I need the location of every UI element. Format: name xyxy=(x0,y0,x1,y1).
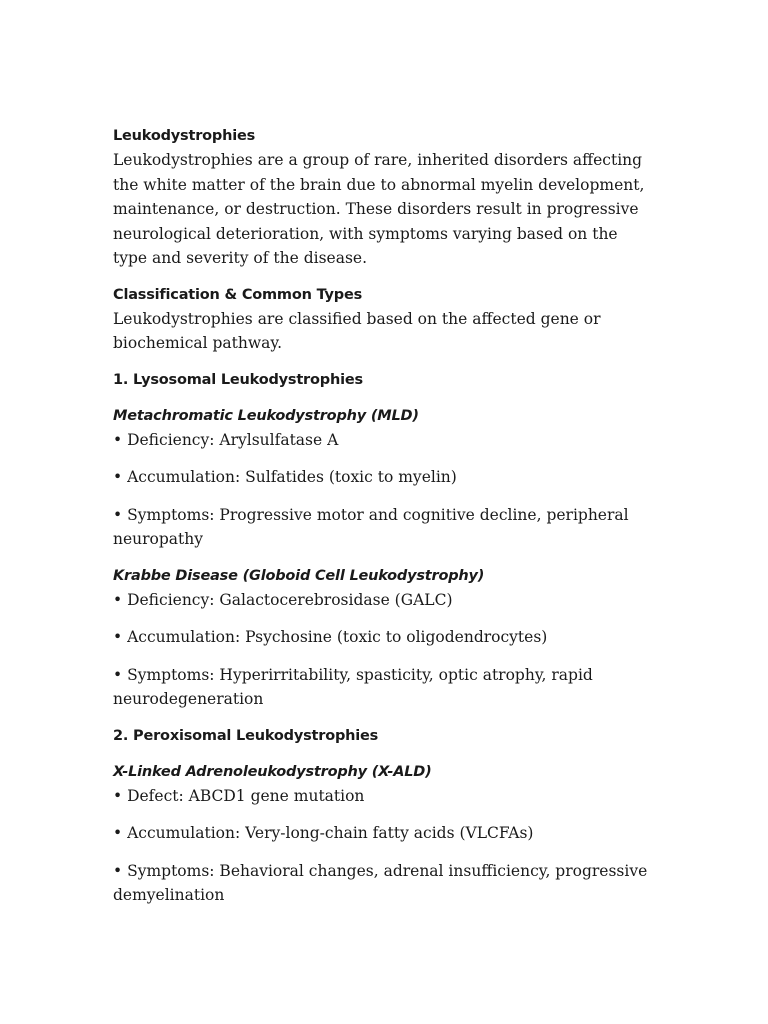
subheading-mld: Metachromatic Leukodystrophy (MLD) xyxy=(113,407,419,424)
list-item: • Symptoms: Hyperirritability, spasticity, optic atrophy, rapid neurodegeneration xyxy=(113,665,593,708)
classification-paragraph: Leukodystrophies are classified based on the affected gene or biochemical pathway. xyxy=(113,309,601,352)
list-item: • Symptoms: Progressive motor and cognitive decline, peripheral neuropathy xyxy=(113,505,629,548)
list-item: • Accumulation: Very-long-chain fatty acids (VLCFAs) xyxy=(113,824,534,842)
list-item: • Deficiency: Arylsulfatase A xyxy=(113,430,339,449)
document-page xyxy=(113,124,653,908)
classification-heading: Classification & Common Types xyxy=(113,286,363,303)
intro-paragraph: Leukodystrophies are a group of rare, inherited disorders affecting the white matter of the brain due to abnormal myelin development, maintenance, or destruction. These disorders result in progressive neurological deterioration, with symptoms varying based on the type and severity of the disease. xyxy=(113,151,645,267)
document-title: Leukodystrophies xyxy=(113,128,256,144)
section-heading-lysosomal: 1. Lysosomal Leukodystrophies xyxy=(113,371,363,388)
section-heading-peroxisomal: 2. Peroxisomal Leukodystrophies xyxy=(113,727,379,744)
list-item: • Deficiency: Galactocerebrosidase (GALC) xyxy=(113,590,453,609)
subheading-krabbe: Krabbe Disease (Globoid Cell Leukodystrophy) xyxy=(113,567,485,584)
list-item: • Symptoms: Behavioral changes, adrenal insufficiency, progressive demyelination xyxy=(113,861,648,904)
list-item: • Defect: ABCD1 gene mutation xyxy=(113,786,365,805)
list-item: • Accumulation: Sulfatides (toxic to myelin) xyxy=(113,468,457,486)
subheading-xald: X-Linked Adrenoleukodystrophy (X-ALD) xyxy=(113,763,432,780)
list-item: • Accumulation: Psychosine (toxic to oligodendrocytes) xyxy=(113,628,548,646)
